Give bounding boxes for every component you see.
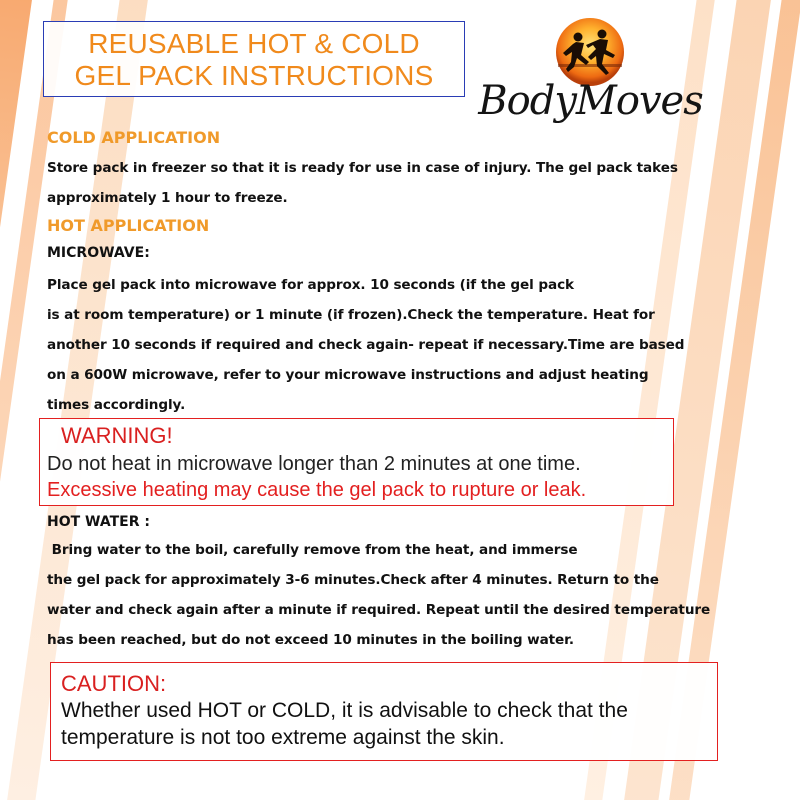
hot-water-instructions <box>47 535 787 655</box>
warning-line-1: Do not heat in microwave longer than 2 minutes at one time. <box>47 453 581 475</box>
brand-logo-text: BodyMoves <box>478 78 703 124</box>
title-line-2: GEL PACK INSTRUCTIONS <box>74 60 434 91</box>
hot-water-label: HOT WATER : <box>47 514 150 530</box>
caution-line-2: temperature is not too extreme against the skin. <box>61 726 505 749</box>
text-line: Place gel pack into microwave for approx. 10 seconds (if the gel pack <box>47 277 574 293</box>
cold-application-heading: COLD APPLICATION <box>47 128 221 147</box>
text-line: approximately 1 hour to freeze. <box>47 190 288 206</box>
caution-title: CAUTION: <box>61 671 167 696</box>
warning-box <box>39 418 674 506</box>
microwave-instructions <box>47 270 787 420</box>
title-line-1: REUSABLE HOT & COLD <box>88 28 420 59</box>
microwave-label: MICROWAVE: <box>47 245 150 261</box>
text-line: on a 600W microwave, refer to your microwave instructions and adjust heating <box>47 367 649 383</box>
cold-application-text <box>47 153 787 213</box>
text-line: water and check again after a minute if required. Repeat until the desired temperature <box>47 602 711 618</box>
text-line: times accordingly. <box>47 397 186 413</box>
text-line: Bring water to the boil, carefully remove from the heat, and immerse <box>47 542 578 558</box>
title-box <box>43 21 465 97</box>
text-line: another 10 seconds if required and check again- repeat if necessary.Time are based <box>47 337 685 353</box>
warning-line-2: Excessive heating may cause the gel pack to rupture or leak. <box>47 479 587 501</box>
text-line: is at room temperature) or 1 minute (if frozen).Check the temperature. Heat for <box>47 307 655 323</box>
hot-application-heading: HOT APPLICATION <box>47 216 210 235</box>
caution-box <box>50 662 718 761</box>
caution-line-1: Whether used HOT or COLD, it is advisable to check that the <box>61 699 628 722</box>
text-line: has been reached, but do not exceed 10 minutes in the boiling water. <box>47 632 574 648</box>
warning-title: WARNING! <box>61 423 173 448</box>
text-line: Store pack in freezer so that it is ready for use in case of injury. The gel pack takes <box>47 160 678 176</box>
text-line: the gel pack for approximately 3-6 minutes.Check after 4 minutes. Return to the <box>47 572 659 588</box>
